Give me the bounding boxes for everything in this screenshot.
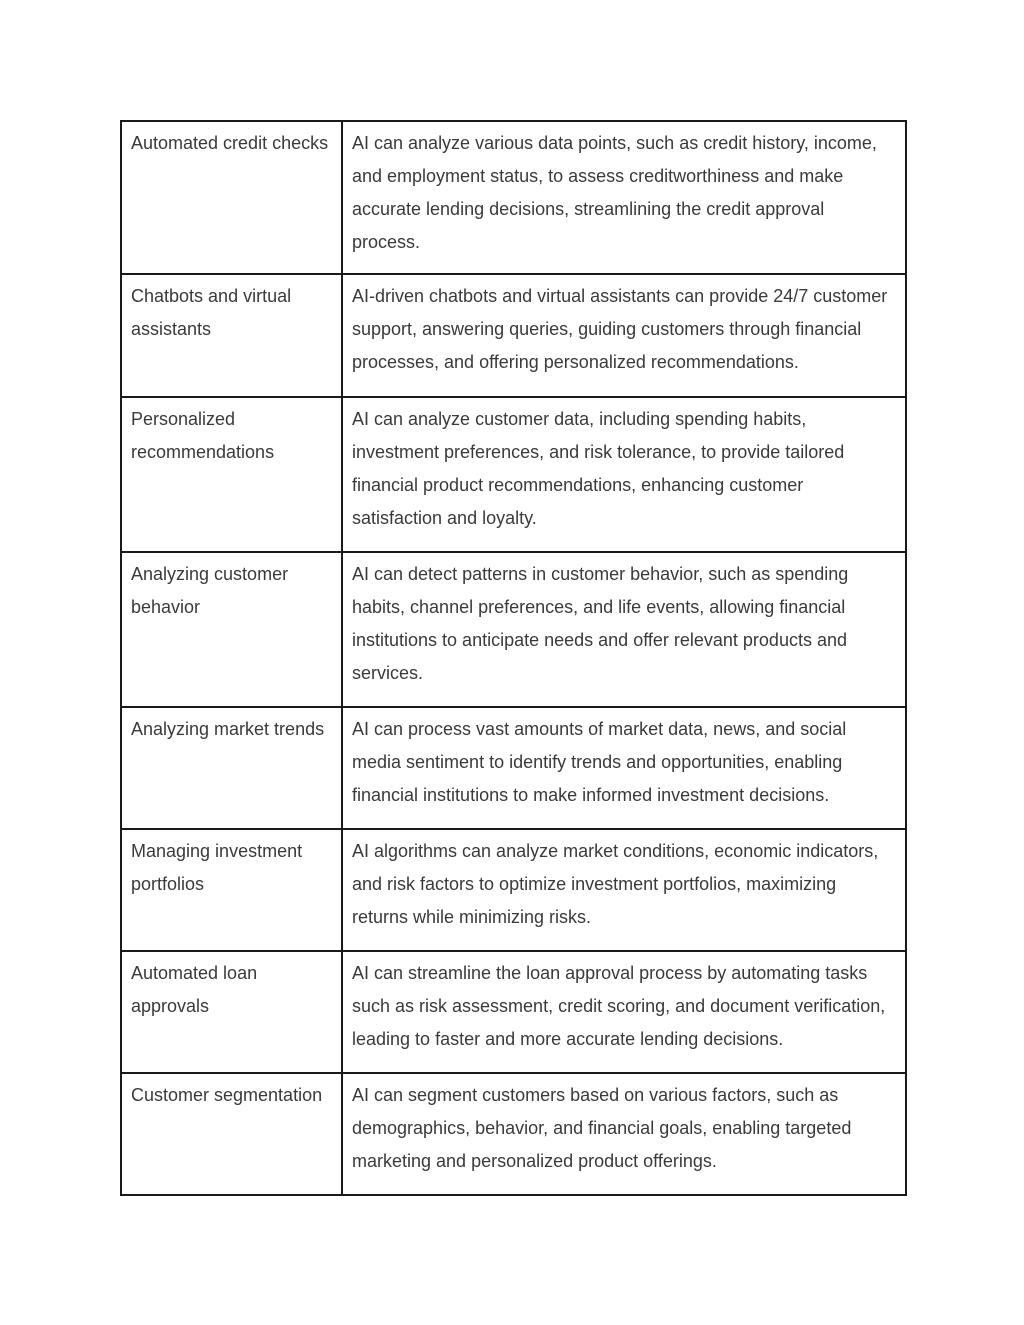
row-description-cell: AI-driven chatbots and virtual assistants can provide 24/7 customer support, answering queries, guiding customers through financial processes, and offering personalized recommendations.	[342, 274, 906, 397]
table-row	[121, 274, 906, 397]
row-term-cell: Managing investment portfolios	[121, 829, 342, 951]
row-description-cell: AI can analyze various data points, such as credit history, income, and employment status, to assess creditworthiness and make accurate lending decisions, streamlining the credit approval process.	[342, 121, 906, 274]
table-row	[121, 397, 906, 552]
table-row	[121, 552, 906, 707]
table-row	[121, 707, 906, 829]
table-row	[121, 829, 906, 951]
row-description-cell: AI algorithms can analyze market conditions, economic indicators, and risk factors to optimize investment portfolios, maximizing returns while minimizing risks.	[342, 829, 906, 951]
ai-applications-table	[120, 120, 907, 1196]
row-description-cell: AI can segment customers based on various factors, such as demographics, behavior, and financial goals, enabling targeted marketing and personalized product offerings.	[342, 1073, 906, 1195]
row-term-cell: Chatbots and virtual assistants	[121, 274, 342, 397]
row-term-cell: Customer segmentation	[121, 1073, 342, 1195]
row-term-cell: Analyzing market trends	[121, 707, 342, 829]
row-term-cell: Automated credit checks	[121, 121, 342, 274]
row-term-cell: Automated loan approvals	[121, 951, 342, 1073]
table-row	[121, 1073, 906, 1195]
table-row	[121, 121, 906, 274]
row-description-cell: AI can process vast amounts of market data, news, and social media sentiment to identify trends and opportunities, enabling financial institutions to make informed investment decisions.	[342, 707, 906, 829]
row-description-cell: AI can streamline the loan approval process by automating tasks such as risk assessment, credit scoring, and document verification, leading to faster and more accurate lending decisions.	[342, 951, 906, 1073]
row-description-cell: AI can detect patterns in customer behavior, such as spending habits, channel preferences, and life events, allowing financial institutions to anticipate needs and offer relevant products and services.	[342, 552, 906, 707]
table-row	[121, 951, 906, 1073]
row-term-cell: Analyzing customer behavior	[121, 552, 342, 707]
row-description-cell: AI can analyze customer data, including spending habits, investment preferences, and risk tolerance, to provide tailored financial product recommendations, enhancing customer satisfaction and loyalty.	[342, 397, 906, 552]
document-page	[120, 120, 905, 1196]
row-term-cell: Personalized recommendations	[121, 397, 342, 552]
